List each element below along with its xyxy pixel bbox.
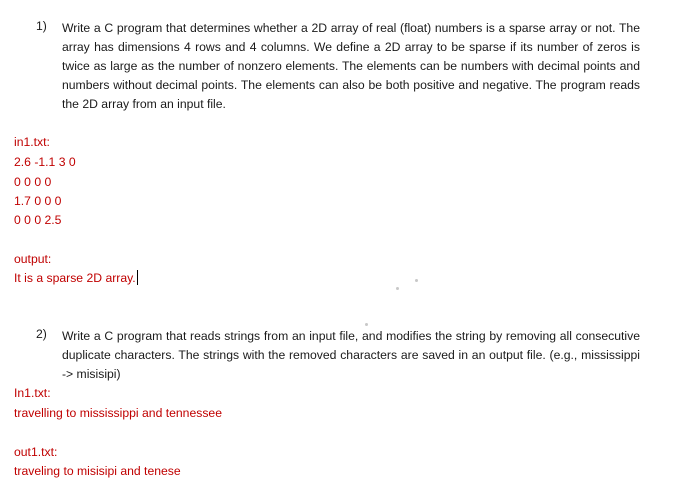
question-1 xyxy=(36,19,640,114)
q1-output-text: It is a sparse 2D array. xyxy=(14,271,136,285)
q1-input-line-4: 0 0 0 2.5 xyxy=(14,213,62,227)
question-1-text: Write a C program that determines whether a 2D array of real (float) numbers is a sparse array or not. The array has dimensions 4 rows and 4 columns. We define a 2D array to be sparse if its number of zeros is twice as large as the number of nonzero elements. The elements can be numbers with decimal points and numbers without decimal points. The elements can also be both positive and negative. The program reads the 2D array from an input file. xyxy=(62,21,640,111)
question-2-number: 2) xyxy=(36,327,47,341)
stray-dot xyxy=(365,323,368,326)
question-2 xyxy=(36,327,640,384)
stray-dot xyxy=(415,279,418,282)
question-2-text: Write a C program that reads strings from an input file, and modifies the string by removing all consecutive duplicate characters. The strings with the removed characters are saved in an output file. (e.g., mississippi -> misisipi) xyxy=(62,329,640,381)
q1-input-label: in1.txt: xyxy=(14,135,50,149)
q2-input-text: travelling to mississippi and tennessee xyxy=(14,406,222,420)
q2-output-label: out1.txt: xyxy=(14,445,58,459)
q2-input-label: In1.txt: xyxy=(14,386,51,400)
q1-output-label: output: xyxy=(14,252,52,266)
q1-input-line-1: 2.6 -1.1 3 0 xyxy=(14,155,76,169)
question-1-number: 1) xyxy=(36,19,47,33)
stray-dot xyxy=(396,287,399,290)
text-cursor xyxy=(137,270,138,285)
q1-input-line-3: 1.7 0 0 0 xyxy=(14,194,62,208)
q1-output-line[interactable] xyxy=(14,269,138,288)
q2-output-text: traveling to misisipi and tenese xyxy=(14,464,181,478)
q1-input-line-2: 0 0 0 0 xyxy=(14,175,52,189)
